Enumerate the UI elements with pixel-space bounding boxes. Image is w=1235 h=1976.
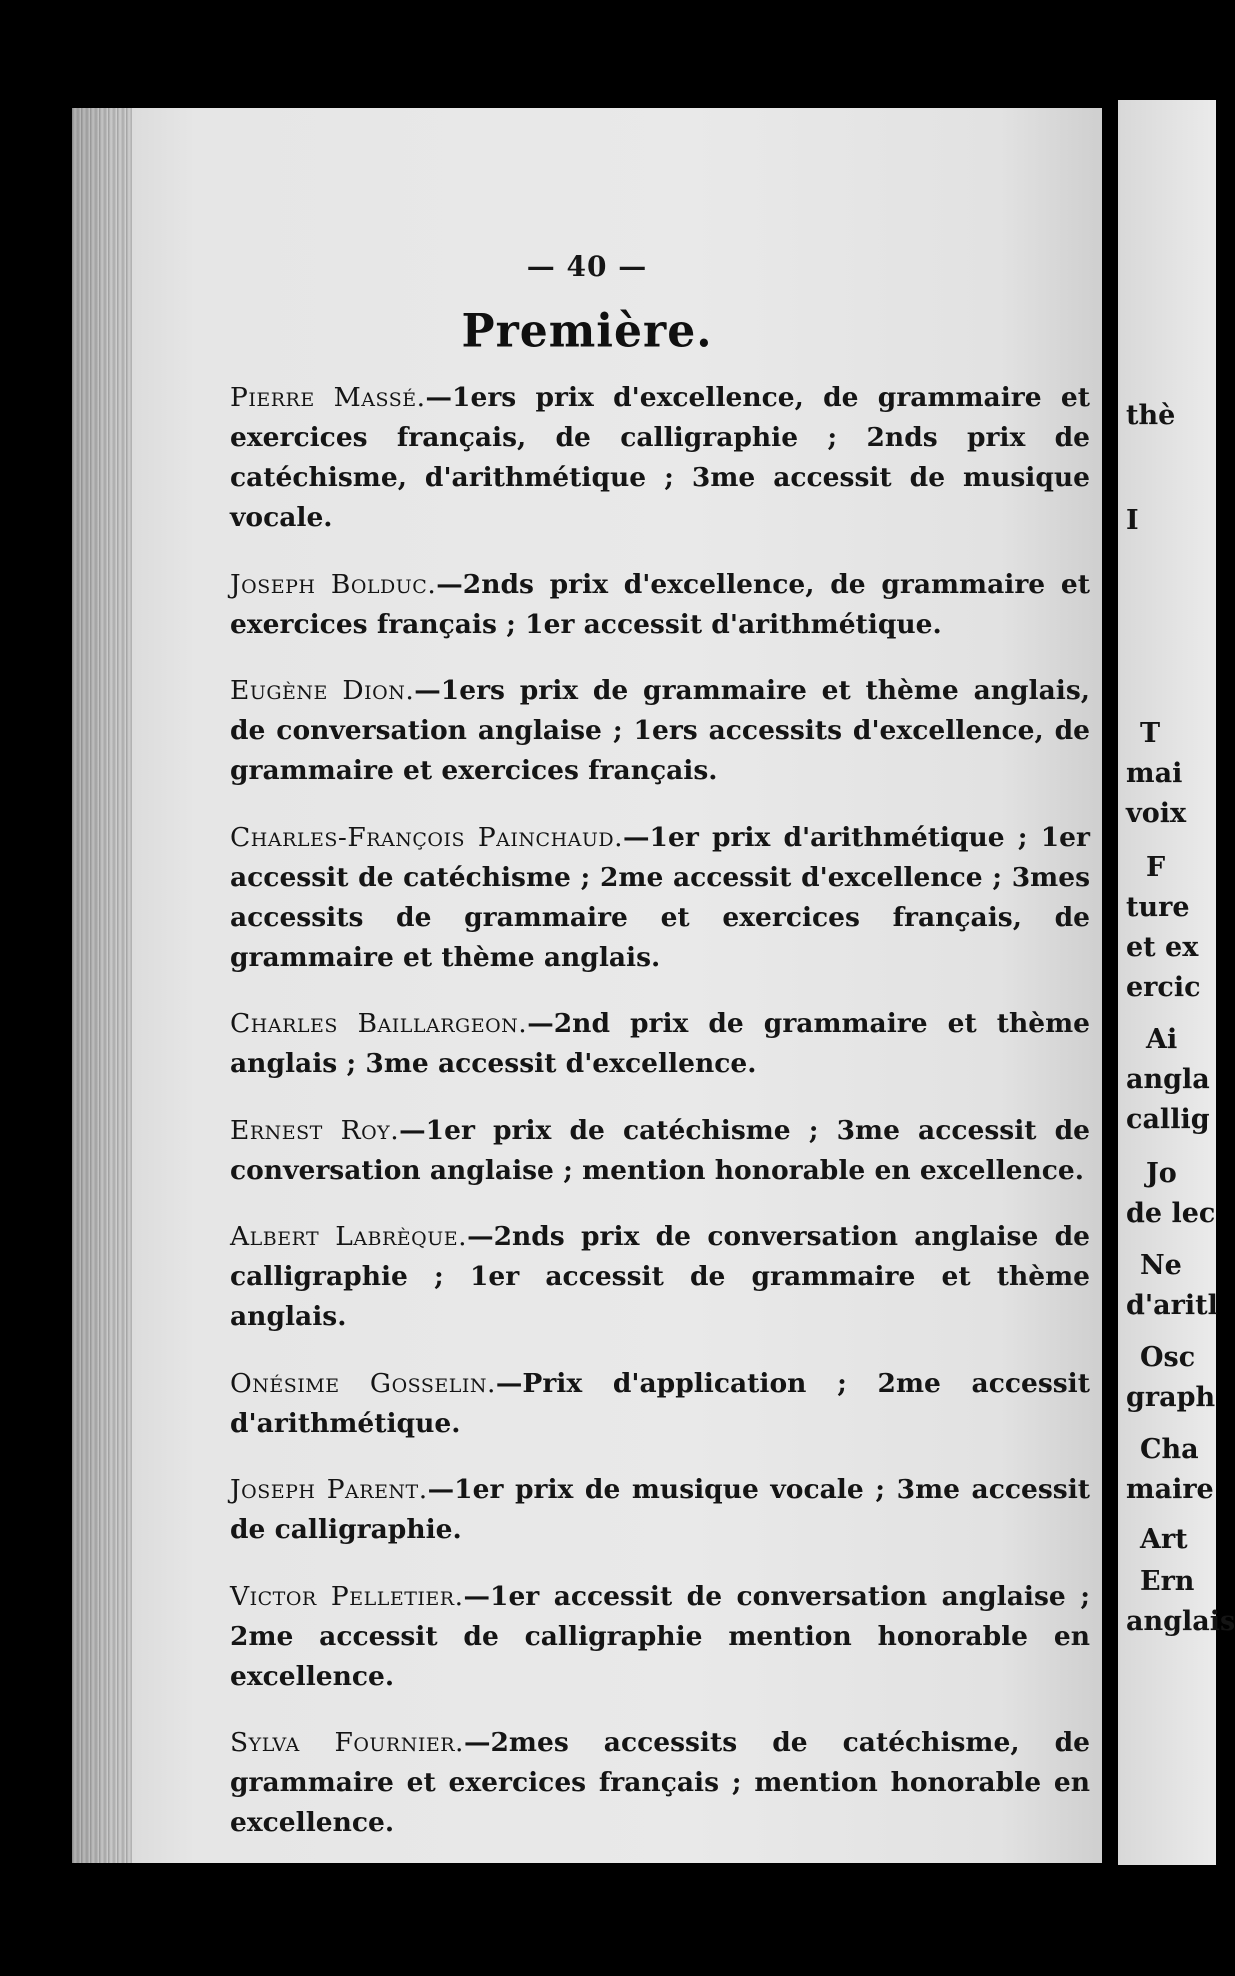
student-name: Eugène Dion.	[230, 675, 415, 706]
student-name: Sylva Fournier.	[230, 1727, 464, 1758]
adjacent-fragment: Ern	[1140, 1566, 1195, 1597]
adjacent-fragment: ture	[1126, 892, 1190, 923]
adjacent-fragment: thè	[1126, 400, 1176, 431]
list-item	[230, 1217, 1090, 1337]
adjacent-fragment: anglais	[1126, 1606, 1235, 1637]
student-name: Ernest Roy.	[230, 1114, 400, 1146]
adjacent-fragment: ercic	[1126, 972, 1201, 1003]
page-gutter	[72, 108, 132, 1863]
list-item	[230, 1364, 1090, 1444]
adjacent-fragment: graph	[1126, 1382, 1216, 1413]
adjacent-fragment: T	[1140, 718, 1161, 749]
student-name: Albert Labrèque.	[230, 1221, 468, 1252]
prize-text: —2nd prix de grammaire et thème anglais ; 3me accessit d'excellence.	[230, 1008, 1090, 1079]
prize-text: —2nds prix de conversation anglaise de calligraphie ; 1er accessit de grammaire et thème anglais.	[230, 1221, 1090, 1332]
adjacent-fragment: voix	[1126, 798, 1187, 829]
adjacent-fragment: de lec	[1126, 1198, 1216, 1229]
list-item	[230, 565, 1090, 645]
list-item	[230, 671, 1090, 791]
list-item	[230, 1723, 1090, 1843]
student-name: Joseph Bolduc.	[230, 568, 437, 600]
adjacent-page	[1118, 100, 1235, 1865]
prize-list	[230, 378, 1090, 1857]
prize-text: —Prix d'application ; 2me accessit d'arithmétique.	[230, 1367, 1090, 1439]
section-title: Première.	[461, 304, 713, 359]
adjacent-fragment: angla	[1126, 1064, 1210, 1095]
list-item	[230, 1004, 1090, 1084]
student-name: Onésime Gosselin.	[230, 1367, 496, 1399]
student-name: Victor Pelletier.	[230, 1580, 464, 1612]
list-item	[230, 378, 1090, 538]
prize-text: —1er prix de catéchisme ; 3me accessit de conversation anglaise ; mention honorable en excellence.	[230, 1114, 1090, 1186]
page-number: — 40 —	[526, 250, 648, 283]
adjacent-fragment: Art	[1140, 1524, 1188, 1555]
adjacent-fragment: Ne	[1140, 1250, 1182, 1281]
prize-text: —1er accessit de conversation anglaise ; 2me accessit de calligraphie mention honorable en excellence.	[230, 1580, 1090, 1692]
adjacent-fragment: Cha	[1140, 1434, 1199, 1465]
list-item	[230, 1577, 1090, 1697]
list-item	[230, 1111, 1090, 1191]
prize-text: —1er prix de musique vocale ; 3me accessit de calligraphie.	[230, 1474, 1091, 1545]
book-page	[72, 108, 1102, 1863]
adjacent-fragment: maire	[1126, 1474, 1214, 1505]
prize-text: —2nds prix d'excellence, de grammaire et exercices français ; 1er accessit d'arithmétique.	[230, 568, 1090, 640]
adjacent-fragment: mai	[1126, 758, 1183, 789]
student-name: Charles Baillargeon.	[230, 1008, 528, 1039]
prize-text: —1er prix d'arithmétique ; 1er accessit de catéchisme ; 2me accessit d'excellence ; 3mes accessits de grammaire et exercices français, de grammaire et thème anglais.	[230, 821, 1090, 973]
list-item	[230, 818, 1090, 978]
prize-text: —2mes accessits de catéchisme, de grammaire et exercices français ; mention honorable en excellence.	[230, 1727, 1090, 1838]
adjacent-fragment: et ex	[1126, 932, 1199, 963]
adjacent-fragment: Jo	[1146, 1158, 1177, 1189]
list-item	[230, 1470, 1090, 1550]
adjacent-fragment: Osc	[1140, 1342, 1196, 1373]
adjacent-fragment: Ai	[1146, 1024, 1178, 1055]
prize-text: —1ers prix de grammaire et thème anglais, de conversation anglaise ; 1ers accessits d'excellence, de grammaire et exercices français.	[230, 675, 1090, 786]
adjacent-fragment: F	[1146, 852, 1166, 883]
student-name: Charles-François Painchaud.	[230, 821, 624, 853]
adjacent-fragment: I	[1126, 505, 1139, 536]
student-name: Pierre Massé.	[230, 382, 426, 413]
adjacent-fragment: callig	[1126, 1104, 1210, 1135]
adjacent-fragment: d'aritl	[1126, 1290, 1218, 1321]
prize-text: —1ers prix d'excellence, de grammaire et exercices français, de calligraphie ; 2nds prix de catéchisme, d'arithmétique ; 3me accessit de musique vocale.	[230, 382, 1090, 533]
student-name: Joseph Parent.	[230, 1474, 428, 1505]
